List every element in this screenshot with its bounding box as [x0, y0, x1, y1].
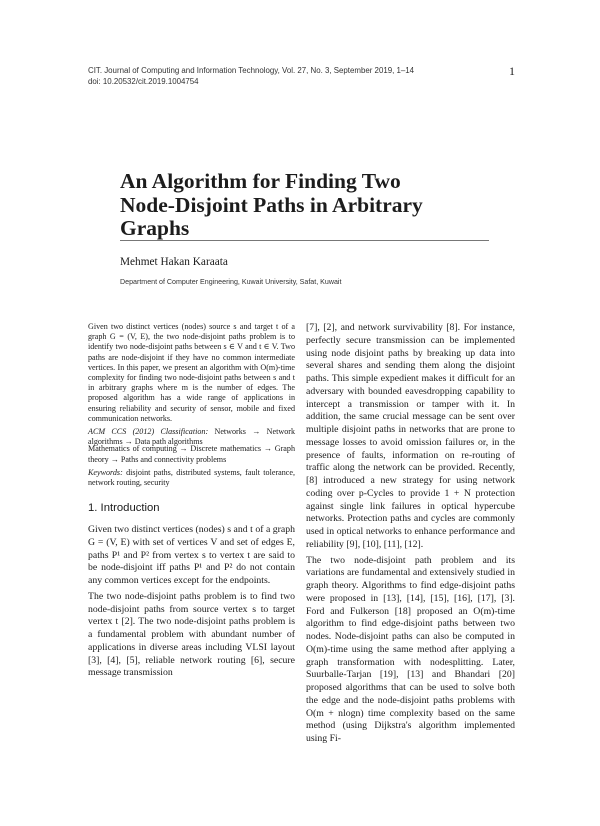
- left-column: [88, 322, 295, 683]
- journal-citation: CIT. Journal of Computing and Information Technology, Vol. 27, No. 3, September 2019, 1–14: [88, 66, 415, 75]
- section-heading: 1. Introduction: [88, 502, 160, 515]
- classification-label: ACM CCS (2012) Classification:: [88, 427, 209, 437]
- body-paragraph-1: [7], [2], and network survivability [8]. For instance, perfectly secure transmission can be implemented using node disjoint paths by breaking up data into several shares and sending them along the disjoint paths. This simple expedient makes it difficult for an adversary with bounded eavesdropping capability to intercept a transmission or tamper with it. In addition, the same crucial message can be sent over multiple disjoint paths in networks that are prone to message losses to avoid omission failures or, in the presence of faults, information on re-routing of traffic along the network can be provided. Recently, [8] introduced a new strategy for using network coding over p-Cycles to provide 1 + N protection against single link failures in optical hypercube networks. Protection paths and cycles are commonly used in optical networks to enhance performance and reliability [9], [10], [11], [12].: [306, 322, 515, 550]
- doi: doi: 10.20532/cit.2019.1004754: [88, 76, 199, 86]
- title-line: Node-Disjoint Paths in Arbitrary: [120, 192, 423, 217]
- classification-text: Networks → Network algorithms → Data path algorithms: [88, 427, 295, 447]
- title-line: An Algorithm for Finding Two: [120, 169, 401, 193]
- title-rule: [120, 240, 489, 241]
- classification-secondary: Mathematics of computing → Discrete mathematics → Graph theory → Paths and connectivity problems: [88, 444, 295, 464]
- body-paragraph-2: The two node-disjoint path problem and its variations are fundamental and extensively studied in graph theory. Algorithms to find edge-disjoint paths were proposed in [13], [14], [15], [16], [17], [3]. Ford and Fulkerson [18] proposed an O(m)-time algorithm to find edge-disjoint paths between two nodes. Node-disjoint paths can also be computed in O(m)-time using the same method after applying a graph transformation with nodesplitting. Later, Suurballe-Tarjan [19], [13] and Bhandari [20] proposed algorithms that can be used to solve both the edge and the node-disjoint paths problems with O(m + nlogn) time complexity based on the same method (using Dijkstra's algorithm implemented using Fi-: [306, 554, 515, 744]
- page-number: 1: [509, 64, 515, 78]
- abstract: Given two distinct vertices (nodes) source s and target t of a graph G = (V, E), the two node-disjoint paths problem is to identify two node-disjoint paths between s ∈ V and t ∈ V. Two paths are node-disjoint if they have no common intermediate vertices. In this paper, we present an algorithm with O(m)-time complexity for finding two node-disjoint paths between s and t in arbitrary graphs where m is the number of edges. The proposed algorithm has a wide range of applications in ensuring reliability and security of sensor, mobile and fixed communication networks.: [88, 322, 295, 423]
- affiliation: Department of Computer Engineering, Kuwait University, Safat, Kuwait: [120, 278, 342, 286]
- intro-paragraph-1: Given two distinct vertices (nodes) s and t of a graph G = (V, E) with set of vertices V and set of edges E, paths P¹ and P² from vertex s to vertex t are said to be node-disjoint iff paths P¹ and P² do not contain any common vertices except for the endpoints.: [88, 524, 295, 586]
- paper-title: [120, 170, 500, 241]
- journal-header: [88, 66, 414, 87]
- keywords-text: disjoint paths, distributed systems, fault tolerance, network routing, security: [88, 467, 295, 488]
- right-column: [306, 322, 515, 749]
- keywords: [88, 468, 295, 488]
- title-line: Graphs: [120, 216, 190, 240]
- intro-paragraph-2: The two node-disjoint paths problem is to find two node-disjoint paths from source vertex s to target vertex t [2]. The two node-disjoint paths problem is a fundamental problem with abundant number of applications in diverse areas including VLSI layout [3], [4], [5], reliable network routing [6], secure message transmission: [88, 590, 295, 679]
- author-name: Mehmet Hakan Karaata: [120, 256, 228, 268]
- keywords-label: Keywords:: [88, 467, 123, 477]
